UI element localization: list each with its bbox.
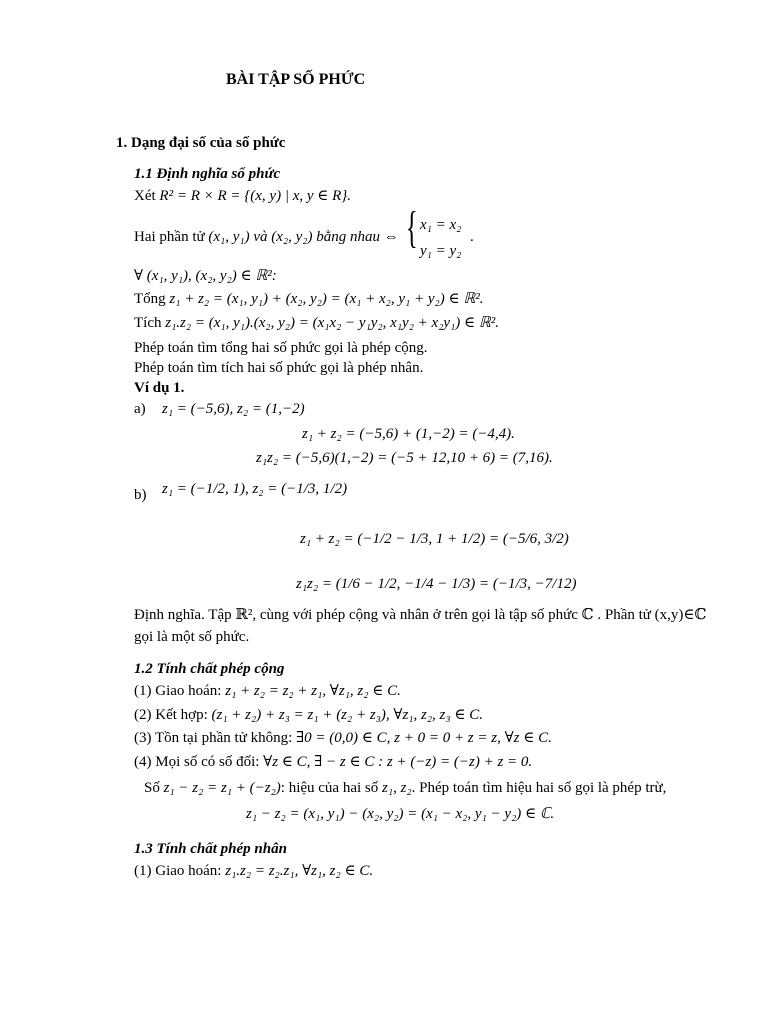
subsection-heading-1-2: 1.2 Tính chất phép cộng: [134, 661, 285, 677]
example-b-label: b): [134, 487, 147, 503]
system-eq-2: y₁ = y₂: [420, 243, 462, 259]
system-end: .: [470, 229, 474, 245]
example-b-sum: z₁ + z₂ = (−1/2 − 1/3, 1 + 1/2) = (−5/6, 3/2): [300, 531, 569, 547]
equality-line: [134, 228, 399, 247]
subtraction-word: Số: [144, 780, 164, 796]
subtraction-formula-line: z₁ − z₂ = (x₁, y₁) − (x₂, y₂) = (x₁ − x₂, y₁ − y₂) ∈ ℂ.: [246, 806, 555, 822]
system-eq-1: x₁ = x₂: [420, 217, 462, 233]
example-heading: Ví dụ 1.: [134, 380, 185, 396]
example-a-product: z₁z₂ = (−5,6)(1,−2) = (−5 + 12,10 + 6) = (7,16).: [256, 450, 553, 466]
definition-complex-line-2: gọi là một số phức.: [134, 629, 250, 645]
addition-op-text: Phép toán tìm tổng hai số phức gọi là phép cộng.: [134, 340, 428, 356]
example-b-given: z₁ = (−1/2, 1), z₂ = (−1/3, 1/2): [162, 481, 348, 497]
definition-r2-line: [134, 187, 351, 206]
system-brace-icon: {: [406, 203, 418, 252]
sum-formula: z₁ + z₂ = (x₁, y₁) + (x₂, y₂) = (x₁ + x₂, y₁ + y₂) ∈ ℝ².: [169, 291, 484, 307]
add-prop-associative: [134, 706, 483, 725]
mult-prop-commutative: [134, 862, 373, 881]
equality-text: Hai phần tử: [134, 229, 209, 245]
subtraction-line: [144, 779, 666, 798]
add-prop-3-formula: ∃0 = (0,0) ∈ C, z + 0 = 0 + z = z, ∀z ∈ C.: [296, 730, 552, 746]
definition-complex-line-1: Định nghĩa. Tập ℝ², cùng với phép cộng và nhân ở trên gọi là tập số phức ℂ . Phần tử (x,y)∈ℂ: [134, 607, 707, 623]
subtraction-formula-2: z₁, z₂: [382, 780, 412, 796]
example-b-product: z₁z₂ = (1/6 − 1/2, −1/4 − 1/3) = (−1/3, −7/12): [296, 576, 577, 592]
add-prop-inverse: [134, 753, 532, 772]
xet-word: Xét: [134, 188, 160, 204]
subsection-heading-1-1: 1.1 Định nghĩa số phức: [134, 166, 281, 182]
add-prop-2-formula: (z₁ + z₂) + z₃ = z₁ + (z₂ + z₃), ∀z₁, z₂, z₃ ∈ C.: [211, 707, 483, 723]
add-prop-zero: [134, 729, 552, 748]
multiplication-op-text: Phép toán tìm tích hai số phức gọi là phép nhân.: [134, 360, 424, 376]
equality-formula: (x₁, y₁) và (x₂, y₂) bằng nhau ⇔: [208, 229, 399, 245]
add-prop-commutative: [134, 682, 401, 701]
add-prop-4-formula: ∀z ∈ C, ∃ − z ∈ C : z + (−z) = (−z) + z = 0.: [263, 754, 533, 770]
forall-line: ∀ (x₁, y₁), (x₂, y₂) ∈ ℝ²:: [134, 268, 277, 284]
example-a-label: a): [134, 401, 146, 417]
subtraction-formula: z₁ − z₂ = z₁ + (−z₂): [163, 780, 281, 796]
page-title: BÀI TẬP SỐ PHỨC: [226, 71, 366, 88]
add-prop-2-label: (2) Kết hợp:: [134, 707, 212, 723]
mult-prop-1-formula: z₁.z₂ = z₂.z₁, ∀z₁, z₂ ∈ C.: [225, 863, 374, 879]
add-prop-1-label: (1) Giao hoán:: [134, 683, 226, 699]
mult-prop-1-label: (1) Giao hoán:: [134, 863, 226, 879]
subsection-heading-1-3: 1.3 Tính chất phép nhân: [134, 841, 287, 857]
r2-formula: R² = R × R = {(x, y) | x, y ∈ R}.: [159, 188, 352, 204]
example-a-sum: z₁ + z₂ = (−5,6) + (1,−2) = (−4,4).: [302, 426, 515, 442]
sum-line: [134, 290, 483, 309]
subtraction-text: : hiệu của hai số: [280, 780, 383, 796]
product-formula: z₁.z₂ = (x₁, y₁).(x₂, y₂) = (x₁x₂ − y₁y₂, x₁y₂ + x₂y₁) ∈ ℝ².: [165, 315, 500, 331]
section-heading-1: 1. Dạng đại số của số phức: [116, 135, 286, 151]
sum-word: Tổng: [134, 291, 170, 307]
subtraction-text-2: . Phép toán tìm hiệu hai số gọi là phép trừ,: [411, 780, 667, 796]
add-prop-3-label: (3) Tồn tại phần tử không:: [134, 730, 296, 746]
add-prop-1-formula: z₁ + z₂ = z₂ + z₁, ∀z₁, z₂ ∈ C.: [225, 683, 401, 699]
product-line: [134, 314, 499, 333]
product-word: Tích: [134, 315, 166, 331]
example-a-given: z₁ = (−5,6), z₂ = (1,−2): [162, 401, 305, 417]
add-prop-4-label: (4) Mọi số có số đối:: [134, 754, 264, 770]
